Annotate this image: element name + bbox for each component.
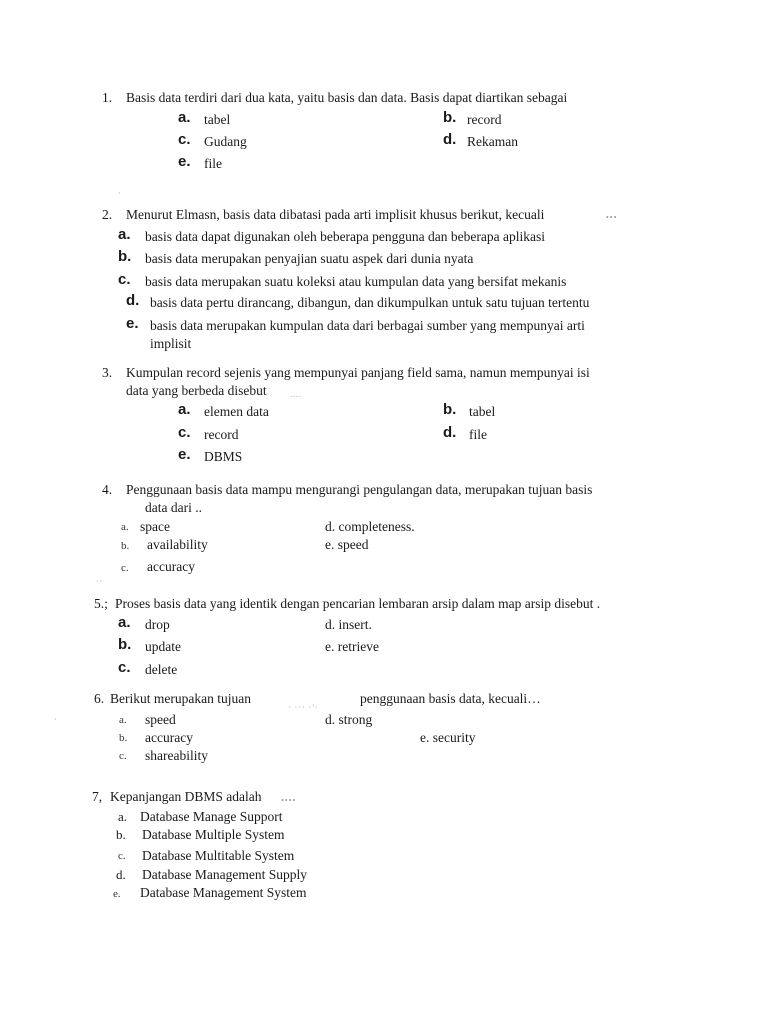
option-text: d. insert. (325, 617, 372, 632)
option-letter: c. (118, 659, 131, 676)
option-text: Database Multiple System (142, 827, 285, 842)
option-text: delete (145, 662, 178, 677)
option-letter: c. (178, 131, 191, 148)
option-text: d. strong (325, 712, 373, 727)
question-stem: Penggunaan basis data mampu mengurangi pengulangan data, merupakan tujuan basis (126, 482, 593, 497)
option-letter: a. (118, 809, 128, 824)
option-letter: a. (178, 109, 191, 126)
option-text: record (467, 112, 502, 127)
scan-speck: · ··· ·'· (288, 703, 319, 712)
option-text: basis data merupakan penyajian suatu aspek dari dunia nyata (145, 251, 474, 266)
option-letter: b. (118, 636, 132, 653)
question-number: 2. (102, 207, 113, 222)
option-text: e. retrieve (325, 639, 379, 654)
option-letter: b. (443, 401, 457, 418)
option-letter: a. (121, 521, 129, 533)
option-text: basis data pertu dirancang, dibangun, dan dikumpulkan untuk satu tujuan tertentu (150, 295, 590, 310)
option-text: basis data merupakan suatu koleksi atau kumpulan data yang bersifat mekanis (145, 274, 567, 289)
option-letter: d. (116, 867, 126, 882)
option-text-continued: implisit (150, 336, 192, 351)
option-text: accuracy (145, 730, 193, 745)
option-letter: d. (443, 424, 457, 441)
option-text: Database Management System (140, 885, 307, 900)
scan-speck: .... (290, 390, 302, 399)
scan-speck: •••• (281, 796, 297, 805)
question-stem: Proses basis data yang identik dengan pencarian lembaran arsip dalam map arsip disebut . (115, 596, 601, 611)
option-letter: c. (119, 750, 127, 762)
option-text: space (140, 519, 170, 534)
question-number: 1. (102, 90, 113, 105)
option-text: shareability (145, 748, 208, 763)
question-stem-continued: data dari .. (145, 500, 202, 515)
option-text: basis data dapat digunakan oleh beberapa pengguna dan beberapa aplikasi (145, 229, 545, 244)
scan-speck: ••• (606, 213, 618, 222)
option-letter: e. (113, 888, 121, 900)
option-letter: a. (119, 714, 127, 726)
option-text: basis data merupakan kumpulan data dari berbagai sumber yang mempunyai arti (150, 318, 585, 333)
question-number: 6. (94, 691, 105, 706)
option-text: Gudang (204, 134, 247, 149)
scan-speck: · (118, 189, 122, 198)
option-letter: e. (126, 315, 139, 332)
option-letter: d. (443, 131, 457, 148)
option-text: d. completeness. (325, 519, 415, 534)
option-text: e. speed (325, 537, 369, 552)
question-stem: Basis data terdiri dari dua kata, yaitu basis dan data. Basis dapat diartikan sebagai (126, 90, 568, 105)
question-number: 7, (92, 789, 103, 804)
option-letter: b. (116, 827, 126, 842)
option-letter: e. (178, 153, 191, 170)
option-text: e. security (420, 730, 476, 745)
option-letter: b. (118, 248, 132, 265)
question-number: 3. (102, 365, 113, 380)
option-text: DBMS (204, 449, 243, 464)
option-letter: b. (121, 540, 130, 552)
option-letter: a. (118, 614, 131, 631)
option-text: file (469, 427, 487, 442)
option-text: Database Manage Support (140, 809, 283, 824)
scan-speck: · (54, 715, 58, 724)
option-letter: c. (121, 562, 129, 574)
option-text: file (204, 156, 222, 171)
question-stem-continued: data yang berbeda disebut (126, 383, 267, 398)
question-stem-continued: penggunaan basis data, kecuali… (360, 691, 541, 706)
scan-speck: ·· (96, 577, 104, 586)
option-letter: c. (118, 271, 131, 288)
option-text: accuracy (147, 559, 195, 574)
option-text: drop (145, 617, 170, 632)
question-number: 4. (102, 482, 113, 497)
option-text: tabel (204, 112, 231, 127)
option-text: Rekaman (467, 134, 518, 149)
option-text: Database Management Supply (142, 867, 307, 882)
question-stem: Kumpulan record sejenis yang mempunyai panjang field sama, namun mempunyai isi (126, 365, 590, 380)
question-stem: Menurut Elmasn, basis data dibatasi pada arti implisit khusus berikut, kecuali (126, 207, 545, 222)
option-text: elemen data (204, 404, 269, 419)
option-text: Database Multitable System (142, 848, 295, 863)
option-text: availability (147, 537, 208, 552)
option-letter: d. (126, 292, 140, 309)
option-text: tabel (469, 404, 496, 419)
question-stem: Kepanjangan DBMS adalah (110, 789, 262, 804)
option-letter: c. (178, 424, 191, 441)
option-letter: b. (443, 109, 457, 126)
option-letter: b. (119, 732, 128, 744)
option-text: record (204, 427, 239, 442)
option-text: speed (145, 712, 176, 727)
option-letter: e. (178, 446, 191, 463)
option-letter: c. (118, 850, 126, 862)
option-letter: a. (178, 401, 191, 418)
question-number: 5.; (94, 596, 108, 611)
option-letter: a. (118, 226, 131, 243)
option-text: update (145, 639, 181, 654)
question-stem: Berikut merupakan tujuan (110, 691, 251, 706)
